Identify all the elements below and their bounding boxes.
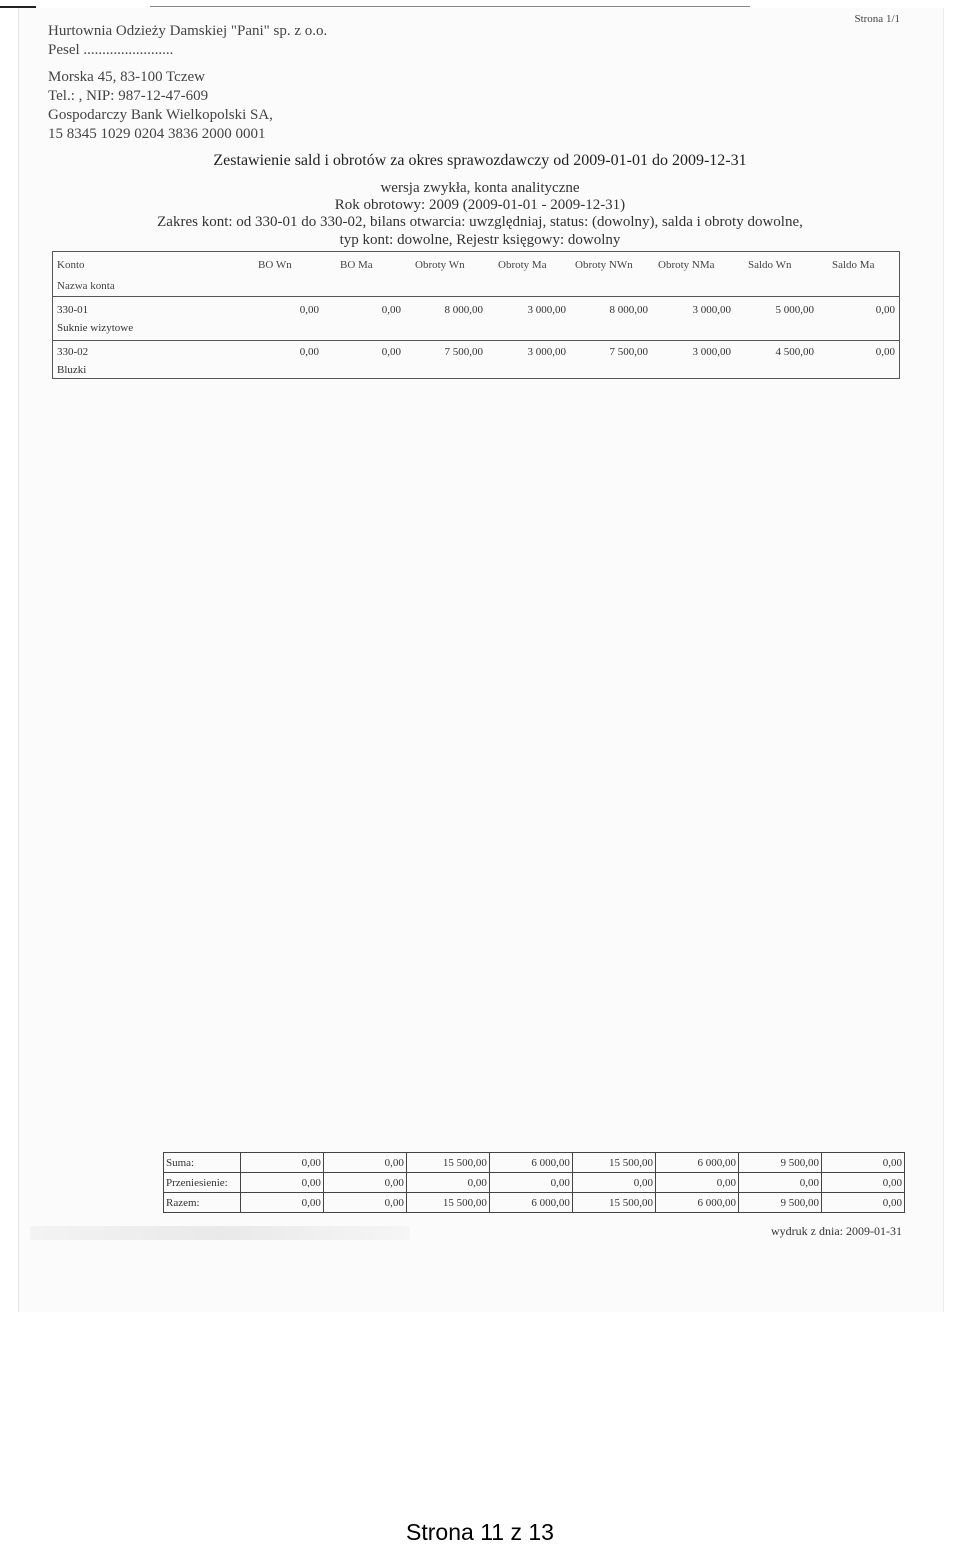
summary-row-suma	[164, 1153, 905, 1173]
summary-label: Przeniesienie:	[164, 1173, 241, 1193]
summary-value: 15 500,00	[572, 1153, 655, 1173]
value-saldo-wn: 5 000,00	[775, 304, 814, 316]
page-number: Strona 1/1	[854, 13, 900, 25]
company-address: Morska 45, 83-100 Tczew	[48, 69, 205, 85]
report-year: Rok obrotowy: 2009 (2009-01-01 - 2009-12-31)	[334, 197, 626, 213]
report-title: Zestawienie sald i obrotów za okres sprawozdawczy od 2009-01-01 do 2009-12-31	[213, 152, 747, 169]
accounts-table	[52, 251, 900, 379]
summary-value: 0,00	[323, 1153, 406, 1173]
company-pesel: Pesel ........................	[48, 42, 174, 58]
summary-row-razem	[164, 1193, 905, 1213]
summary-value: 0,00	[240, 1173, 323, 1193]
summary-value: 0,00	[821, 1193, 904, 1213]
value-saldo-wn: 4 500,00	[775, 346, 814, 358]
col-obroty-nma: Obroty NMa	[658, 259, 715, 271]
company-name: Hurtownia Odzieży Damskiej "Pani" sp. z o.o.	[48, 23, 328, 39]
summary-value: 15 500,00	[406, 1193, 489, 1213]
summary-value: 0,00	[240, 1193, 323, 1213]
summary-value: 0,00	[323, 1193, 406, 1213]
summary-value: 0,00	[572, 1173, 655, 1193]
summary-value: 6 000,00	[489, 1193, 572, 1213]
report-version: wersja zwykła, konta analityczne	[380, 180, 580, 196]
summary-value: 15 500,00	[406, 1153, 489, 1173]
report-account-type: typ kont: dowolne, Rejestr księgowy: dowolny	[339, 232, 621, 248]
summary-value: 0,00	[240, 1153, 323, 1173]
value-saldo-ma: 0,00	[875, 304, 895, 316]
summary-value: 9 500,00	[738, 1153, 821, 1173]
value-obroty-ma: 3 000,00	[527, 346, 566, 358]
col-obroty-wn: Obroty Wn	[415, 259, 465, 271]
table-row	[53, 340, 899, 382]
table-row	[53, 298, 899, 341]
value-bo-wn: 0,00	[299, 304, 319, 316]
col-obroty-nwn: Obroty NWn	[575, 259, 633, 271]
report-range: Zakres kont: od 330-01 do 330-02, bilans otwarcia: uwzględniaj, status: (dowolny), salda i obroty dowolne,	[157, 214, 803, 230]
account-name: Bluzki	[57, 364, 87, 376]
col-bo-wn: BO Wn	[258, 259, 292, 271]
scan-smudge	[30, 1226, 410, 1240]
summary-value: 0,00	[738, 1173, 821, 1193]
value-bo-ma: 0,00	[381, 346, 401, 358]
summary-value: 0,00	[821, 1153, 904, 1173]
summary-value: 15 500,00	[572, 1193, 655, 1213]
col-konto: Konto	[57, 259, 85, 271]
summary-label: Razem:	[164, 1193, 241, 1213]
value-saldo-ma: 0,00	[875, 346, 895, 358]
company-bank: Gospodarczy Bank Wielkopolski SA,	[48, 107, 273, 123]
account-number: 330-02	[57, 346, 89, 358]
summary-value: 6 000,00	[489, 1153, 572, 1173]
value-bo-wn: 0,00	[299, 346, 319, 358]
value-obroty-nwn: 8 000,00	[609, 304, 648, 316]
value-obroty-nwn: 7 500,00	[609, 346, 648, 358]
value-bo-ma: 0,00	[381, 304, 401, 316]
account-name: Suknie wizytowe	[57, 322, 134, 334]
summary-value: 0,00	[406, 1173, 489, 1193]
summary-value: 0,00	[323, 1173, 406, 1193]
scan-line	[150, 6, 750, 7]
company-header	[48, 22, 327, 144]
value-obroty-nma: 3 000,00	[692, 304, 731, 316]
summary-value: 6 000,00	[655, 1153, 738, 1173]
summary-value: 0,00	[821, 1173, 904, 1193]
company-account: 15 8345 1029 0204 3836 2000 0001	[48, 126, 266, 142]
col-bo-ma: BO Ma	[340, 259, 373, 271]
value-obroty-nma: 3 000,00	[692, 346, 731, 358]
summary-value: 0,00	[655, 1173, 738, 1193]
value-obroty-wn: 8 000,00	[444, 304, 483, 316]
summary-table	[163, 1152, 905, 1213]
value-obroty-wn: 7 500,00	[444, 346, 483, 358]
summary-label: Suma:	[164, 1153, 241, 1173]
summary-value: 0,00	[489, 1173, 572, 1193]
print-date: wydruk z dnia: 2009-01-31	[771, 1224, 902, 1238]
summary-value: 6 000,00	[655, 1193, 738, 1213]
page-footer: Strona 11 z 13	[406, 1519, 554, 1545]
col-nazwa: Nazwa konta	[57, 280, 115, 292]
company-phone-nip: Tel.: , NIP: 987-12-47-609	[48, 88, 209, 104]
col-obroty-ma: Obroty Ma	[498, 259, 547, 271]
summary-row-przeniesienie	[164, 1173, 905, 1193]
col-saldo-ma: Saldo Ma	[832, 259, 875, 271]
value-obroty-ma: 3 000,00	[527, 304, 566, 316]
account-number: 330-01	[57, 304, 89, 316]
table-header	[53, 252, 899, 297]
summary-value: 9 500,00	[738, 1193, 821, 1213]
col-saldo-wn: Saldo Wn	[748, 259, 792, 271]
